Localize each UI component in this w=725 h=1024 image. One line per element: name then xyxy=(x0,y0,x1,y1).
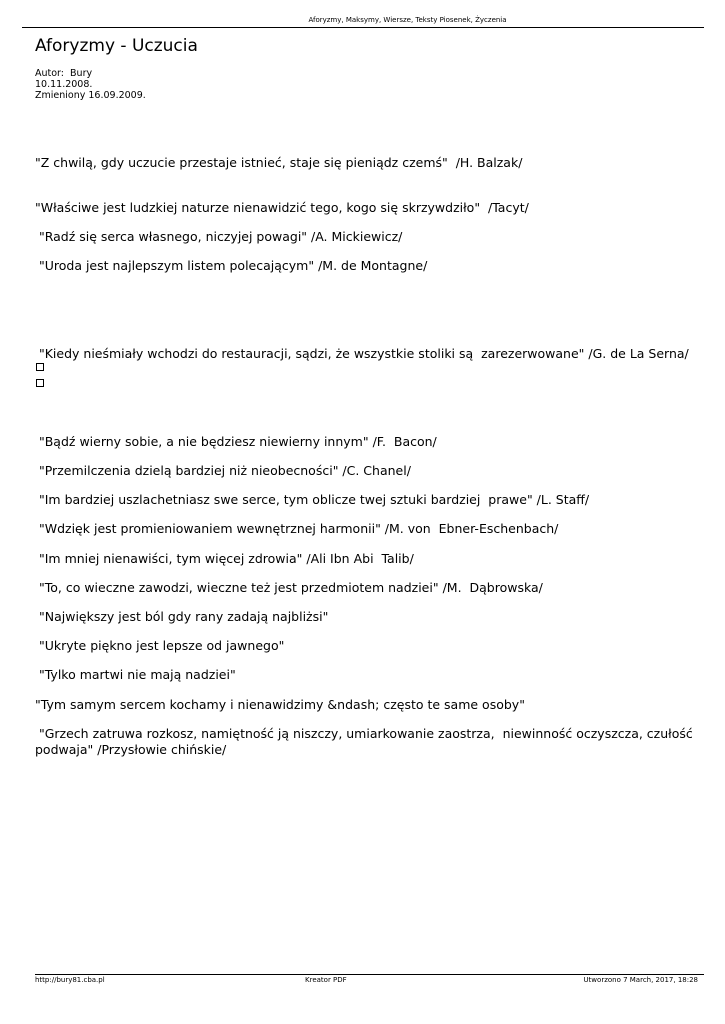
header-divider xyxy=(22,27,704,28)
page-title: Aforyzmy - Uczucia xyxy=(35,36,198,56)
checkbox-glyph xyxy=(36,379,44,387)
quote-ali-ibn-abi-talib: "Im mniej nienawiści, tym więcej zdrowia" /Ali Ibn Abi Talib/ xyxy=(35,551,414,566)
author-line: Autor: Bury xyxy=(35,68,93,79)
modified-date: Zmieniony 16.09.2009. xyxy=(35,90,146,101)
header-site-title: Aforyzmy, Maksymy, Wiersze, Teksty Piosenek, Życzenia xyxy=(308,16,507,24)
quote-bacon: "Bądź wierny sobie, a nie będziesz niewierny innym" /F. Bacon/ xyxy=(35,434,437,449)
quote-staff: "Im bardziej uszlachetniasz swe serce, tym oblicze twej sztuki bardziej prawe" /L. Staff/ xyxy=(35,492,590,507)
checkbox-glyph xyxy=(36,363,44,371)
quote-mickiewicz: "Radź się serca własnego, niczyjej powagi" /A. Mickiewicz/ xyxy=(35,229,403,244)
created-date: 10.11.2008. xyxy=(35,79,93,90)
quote-montagne: "Uroda jest najlepszym listem polecającym" /M. de Montagne/ xyxy=(35,258,428,273)
footer-created-on: Utworzono 7 March, 2017, 18:28 xyxy=(583,976,698,984)
quote-przyslowie-chinskie: "Grzech zatruwa rozkosz, namiętność ją niszczy, umiarkowanie zaostrza, niewinność oczyszcza, czułość podwaja" /Przysłowie chińskie/ xyxy=(35,726,697,757)
quote-chanel: "Przemilczenia dzielą bardziej niż nieobecności" /C. Chanel/ xyxy=(35,463,411,478)
footer-divider xyxy=(35,974,704,975)
quote-ukryte-piekno: "Ukryte piękno jest lepsze od jawnego" xyxy=(35,638,285,653)
quote-ebner-eschenbach: "Wdzięk jest promieniowaniem wewnętrznej harmonii" /M. von Ebner-Eschenbach/ xyxy=(35,521,559,536)
quote-dabrowska: "To, co wieczne zawodzi, wieczne też jest przedmiotem nadziei" /M. Dąbrowska/ xyxy=(35,580,543,595)
quote-tacyt: "Właściwe jest ludzkiej naturze nienawidzić tego, kogo się skrzywdziło" /Tacyt/ xyxy=(35,200,529,215)
document-meta xyxy=(35,68,146,101)
quote-la-serna: "Kiedy nieśmiały wchodzi do restauracji, sądzi, że wszystkie stoliki są zarezerwowane" /G. de La Serna/ xyxy=(35,346,689,361)
quote-balzak: "Z chwilą, gdy uczucie przestaje istnieć, staje się pieniądz czemś" /H. Balzak/ xyxy=(35,155,523,170)
footer-url[interactable]: http://bury81.cba.pl xyxy=(35,976,105,984)
quote-martwi: "Tylko martwi nie mają nadziei" xyxy=(35,667,236,682)
quote-najblizsi: "Największy jest ból gdy rany zadają najbliżsi" xyxy=(35,609,329,624)
quote-tym-samym-sercem: "Tym samym sercem kochamy i nienawidzimy &ndash; często te same osoby" xyxy=(35,697,525,712)
footer-generator: Kreator PDF xyxy=(305,976,347,984)
